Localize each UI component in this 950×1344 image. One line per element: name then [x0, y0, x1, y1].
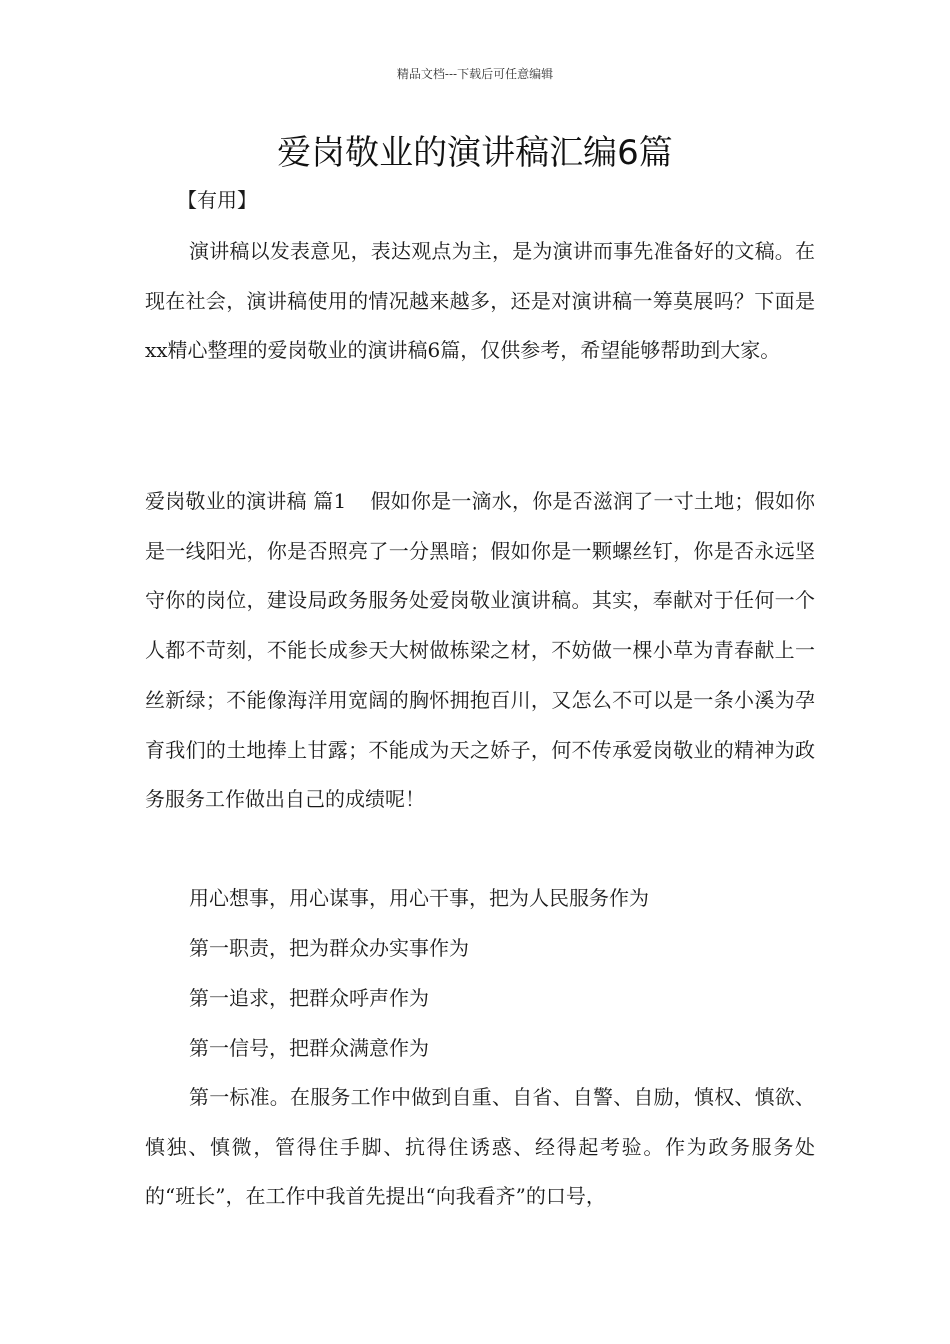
- document-tag: 【有用】: [177, 188, 257, 212]
- paragraph-6: 第一标准。在服务工作中做到自重、自省、自警、自励，慎权、慎欲、慎独、慎微，管得住手脚、抗得住诱惑、经得起考验。作为政务服务处的“班长”，在工作中我首先提出“向我看齐”的口号，: [145, 1085, 815, 1209]
- intro-paragraph: 演讲稿以发表意见，表达观点为主，是为演讲而事先准备好的文稿。在现在社会，演讲稿使用的情况越来越多，还是对演讲稿一筹莫展吗？下面是xx精心整理的爱岗敬业的演讲稿6篇，仅供参考，希望能够帮助到大家。: [145, 239, 815, 363]
- paragraph-4: 第一追求，把群众呼声作为: [189, 986, 429, 1010]
- section-1-body: 假如你是一滴水，你是否滋润了一寸土地；假如你是一线阳光，你是否照亮了一分黑暗；假如你是一颗螺丝钉，你是否永远坚守你的岗位，建设局政务服务处爱岗敬业演讲稿。其实，奉献对于任何一个人都不苛刻，不能长成参天大树做栋梁之材，不妨做一棵小草为青春献上一丝新绿；不能像海洋用宽阔的胸怀拥抱百川，又怎么不可以是一条小溪为孕育我们的土地捧上甘露；不能成为天之娇子，何不传承爱岗敬业的精神为政务服务工作做出自己的成绩呢！: [145, 489, 815, 812]
- page-header: 精品文档---下载后可任意编辑: [396, 67, 554, 81]
- paragraph-3: 第一职责，把为群众办实事作为: [189, 936, 469, 960]
- paragraph-2: 用心想事，用心谋事，用心干事，把为人民服务作为: [189, 886, 649, 910]
- document-title: 爱岗敬业的演讲稿汇编6篇: [277, 133, 673, 173]
- paragraph-5: 第一信号，把群众满意作为: [189, 1036, 429, 1060]
- section-1-title: 爱岗敬业的演讲稿 篇1: [145, 489, 347, 513]
- section-1-paragraph: [145, 477, 815, 825]
